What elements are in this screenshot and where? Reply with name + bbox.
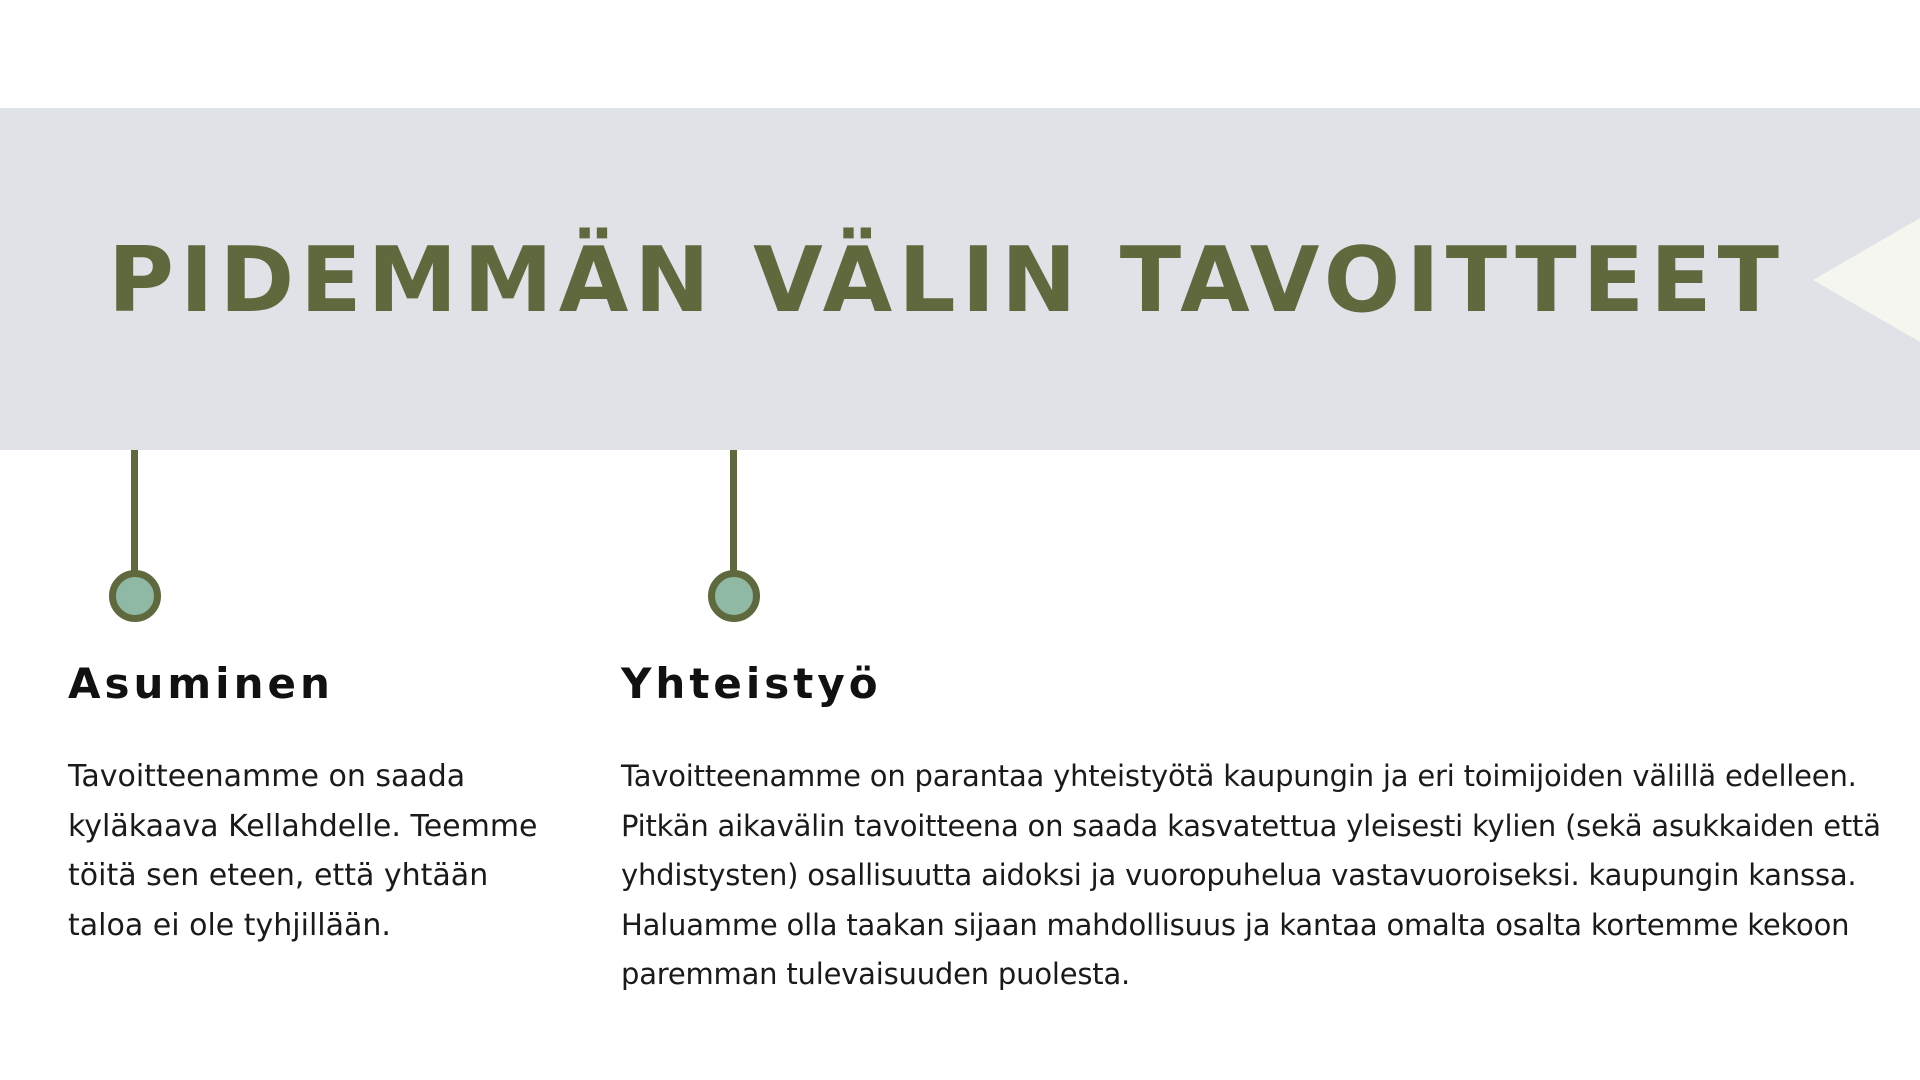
goal-heading: Asuminen	[68, 659, 334, 708]
timeline-marker-asuminen	[109, 570, 161, 622]
goal-heading: Yhteistyö	[621, 659, 882, 708]
goal-description: Tavoitteenamme on saada kyläkaava Kellahdelle. Teemme töitä sen eteen, että yhtään taloa ei ole tyhjillään.	[68, 759, 538, 943]
timeline-connector-yhteistyo	[730, 450, 737, 575]
goal-description: Tavoitteenamme on parantaa yhteistyötä kaupungin ja eri toimijoiden välillä edelleen. Pitkän aikavälin tavoitteena on saada kasvatettua yleisesti kylien (sekä asukkaiden että yhdistysten) osallisuutta aidoksi ja vuoropuhelua vastavuoroiseksi. kaupungin kanssa. Haluamme olla taakan sijaan mahdollisuus ja kantaa omalta osalta kortemme kekoon paremman tulevaisuuden puolesta.	[621, 759, 1881, 991]
goal-section-yhteistyo	[621, 656, 1891, 1000]
timeline-connector-asuminen	[131, 450, 138, 575]
timeline-marker-yhteistyo	[708, 570, 760, 622]
goal-section-asuminen	[68, 656, 568, 950]
page-title: PIDEMMÄN VÄLIN TAVOITTEET	[108, 228, 1785, 333]
banner-arrow-notch	[1813, 218, 1920, 342]
